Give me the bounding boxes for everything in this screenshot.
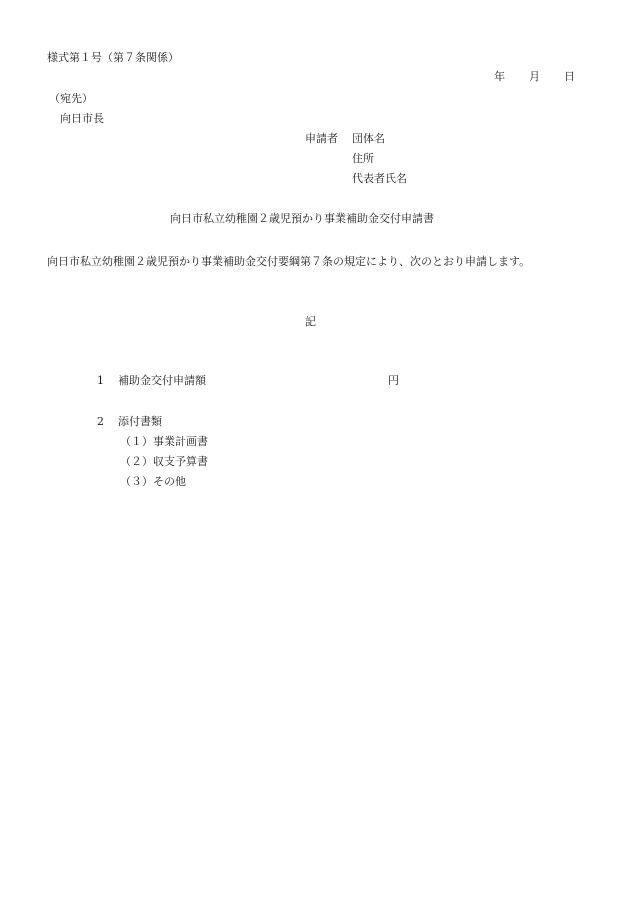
group-name-label: 団体名 — [352, 132, 385, 145]
item-1-unit: 円 — [388, 374, 399, 387]
date-month: 月 — [529, 70, 540, 83]
address-label: 住所 — [352, 152, 374, 165]
item-1-label: 補助金交付申請額 — [118, 374, 206, 387]
date-day: 日 — [564, 70, 575, 83]
item-2-number: 2 — [97, 415, 104, 428]
addressee-prefix: （宛先） — [49, 92, 93, 105]
form-number: 様式第１号（第７条関係） — [47, 51, 179, 64]
attachment-item: （３）その他 — [120, 475, 186, 488]
item-2-label: 添付書類 — [118, 415, 162, 428]
addressee-name: 向日市長 — [60, 112, 104, 125]
document-title: 向日市私立幼稚園２歳児預かり事業補助金交付申請書 — [170, 212, 434, 225]
attachment-item: （１）事業計画書 — [120, 435, 208, 448]
date-year: 年 — [494, 70, 505, 83]
attachment-item: （２）収支予算書 — [120, 455, 208, 468]
body-text: 向日市私立幼稚園２歳児預かり事業補助金交付要綱第７条の規定により、次のとおり申請します。 — [47, 255, 531, 268]
ki-label: 記 — [305, 315, 316, 328]
applicant-label: 申請者 — [305, 132, 338, 145]
representative-label: 代表者氏名 — [352, 172, 407, 185]
item-1-number: 1 — [97, 374, 104, 387]
